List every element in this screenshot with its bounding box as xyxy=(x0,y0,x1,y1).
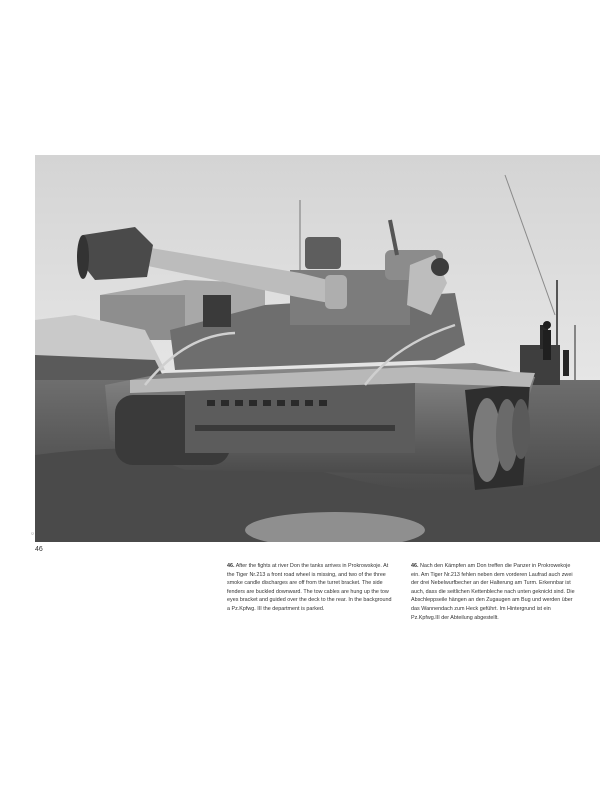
page-number: 46 xyxy=(35,546,43,553)
caption-english-number: 46. xyxy=(227,563,235,569)
caption-english xyxy=(227,562,392,614)
caption-german-text: Nach den Kämpfen am Don treffen die Panzer in Prokrowekoje ein. Am Tiger Nr.213 fehlen neben dem vorderen Laufrad auch zwei der drei Nebelwurfbecher an der Halterung am Turm. Erkennbar ist auch, dass die seitlichen Kettenbleche nach unten geknickt sind. Die Abschleppseile hängen an den Zugaugen am Bug und werden über das Wannendach zum Heck geführt. Im Hintergrund ist ein Pz.Kpfwg.III der Abteilung abgestellt. xyxy=(411,563,575,621)
caption-german-number: 46. xyxy=(411,563,419,569)
tiger-tank-photo xyxy=(35,155,600,542)
caption-german xyxy=(411,562,576,622)
copyright-mark: © xyxy=(30,532,35,535)
caption-english-text: After the fights at river Don the tanks arrives in Prokrowskoje. At the Tiger Nr.213 a front road wheel is missing, and two of the three smoke candle discharges are off from the turret bracket. The side fenders are buckled downward. The tow cables are hung up the tow eyes bracket and guided over the deck to the rear. In the background a Pz.Kpfwg. III the department is parked. xyxy=(227,563,392,612)
